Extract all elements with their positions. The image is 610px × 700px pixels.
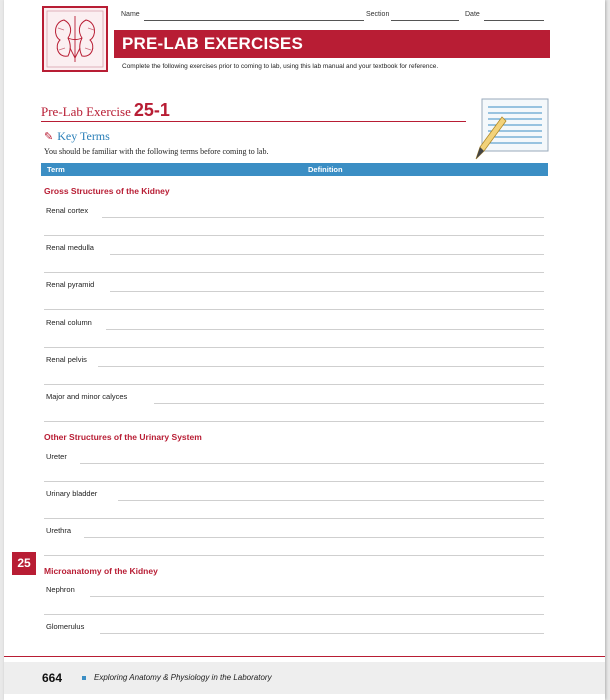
definition-line[interactable] — [154, 403, 544, 404]
term-label: Renal cortex — [46, 206, 89, 215]
term-row[interactable] — [44, 206, 544, 243]
definition-line[interactable] — [44, 235, 544, 236]
page-number: 664 — [42, 671, 63, 685]
term-row[interactable] — [44, 355, 544, 392]
term-label: Renal medulla — [46, 243, 94, 252]
definition-line[interactable] — [118, 500, 544, 501]
definition-line[interactable] — [44, 518, 544, 519]
notepad-icon — [472, 95, 552, 163]
chapter-tab: 25 — [12, 552, 36, 575]
term-row[interactable] — [44, 622, 544, 659]
title-banner — [114, 30, 550, 58]
name-field[interactable] — [144, 20, 364, 21]
section-title-microanatomy: Microanatomy of the Kidney — [44, 566, 158, 576]
pencil-icon: ✎ — [44, 131, 54, 143]
definition-column-header: Definition — [308, 165, 343, 174]
bullet-icon — [82, 676, 86, 680]
term-column-header: Term — [47, 165, 65, 174]
term-label: Renal pyramid — [46, 280, 95, 289]
definition-line[interactable] — [90, 596, 544, 597]
page-footer — [4, 662, 605, 694]
term-row[interactable] — [44, 243, 544, 280]
definition-line[interactable] — [110, 254, 544, 255]
exercise-label: Pre-Lab Exercise — [41, 104, 131, 119]
definition-line[interactable] — [44, 347, 544, 348]
definition-line[interactable] — [98, 366, 544, 367]
kidney-illustration-icon — [42, 6, 108, 72]
definition-line[interactable] — [44, 555, 544, 556]
definition-line[interactable] — [102, 217, 544, 218]
term-label: Urethra — [46, 526, 72, 535]
date-field[interactable] — [484, 20, 544, 21]
term-label: Urinary bladder — [46, 489, 98, 498]
term-label: Glomerulus — [46, 622, 85, 631]
term-row[interactable] — [44, 489, 544, 526]
term-label: Ureter — [46, 452, 67, 461]
name-label: Name — [121, 11, 140, 18]
heading-divider — [41, 121, 466, 122]
definition-line[interactable] — [44, 481, 544, 482]
worksheet-page — [4, 0, 605, 700]
definition-line[interactable] — [110, 291, 544, 292]
definition-line[interactable] — [80, 463, 544, 464]
definition-line[interactable] — [44, 421, 544, 422]
table-header — [41, 163, 548, 176]
definition-line[interactable] — [44, 272, 544, 273]
term-label: Renal pelvis — [46, 355, 87, 364]
section-title-other-structures: Other Structures of the Urinary System — [44, 432, 202, 442]
date-label: Date — [465, 11, 480, 18]
section-title-gross-structures: Gross Structures of the Kidney — [44, 186, 170, 196]
section-field[interactable] — [391, 20, 459, 21]
term-row[interactable] — [44, 452, 544, 489]
definition-line[interactable] — [106, 329, 544, 330]
definition-line[interactable] — [44, 384, 544, 385]
term-row[interactable] — [44, 318, 544, 355]
footer-divider — [4, 656, 605, 657]
definition-line[interactable] — [44, 309, 544, 310]
section-label: Section — [366, 11, 390, 18]
definition-line[interactable] — [100, 633, 544, 634]
term-label: Renal column — [46, 318, 92, 327]
term-row[interactable] — [44, 585, 544, 622]
term-label: Major and minor calyces — [46, 392, 128, 401]
key-terms-label: Key Terms — [57, 129, 110, 143]
page-title: PRE-LAB EXERCISES — [122, 34, 303, 53]
definition-line[interactable] — [44, 614, 544, 615]
term-row[interactable] — [44, 526, 544, 563]
term-row[interactable] — [44, 280, 544, 317]
book-title: Exploring Anatomy & Physiology in the Laboratory — [94, 673, 272, 682]
term-row[interactable] — [44, 392, 544, 429]
exercise-heading — [41, 100, 170, 121]
definition-line[interactable] — [84, 537, 544, 538]
intro-text: You should be familiar with the following terms before coming to lab. — [44, 147, 269, 156]
instructions-text: Complete the following exercises prior to coming to lab, using this lab manual and your textbook for reference. — [122, 63, 439, 70]
key-terms-heading — [44, 129, 110, 144]
exercise-number: 25-1 — [133, 100, 170, 120]
term-label: Nephron — [46, 585, 75, 594]
